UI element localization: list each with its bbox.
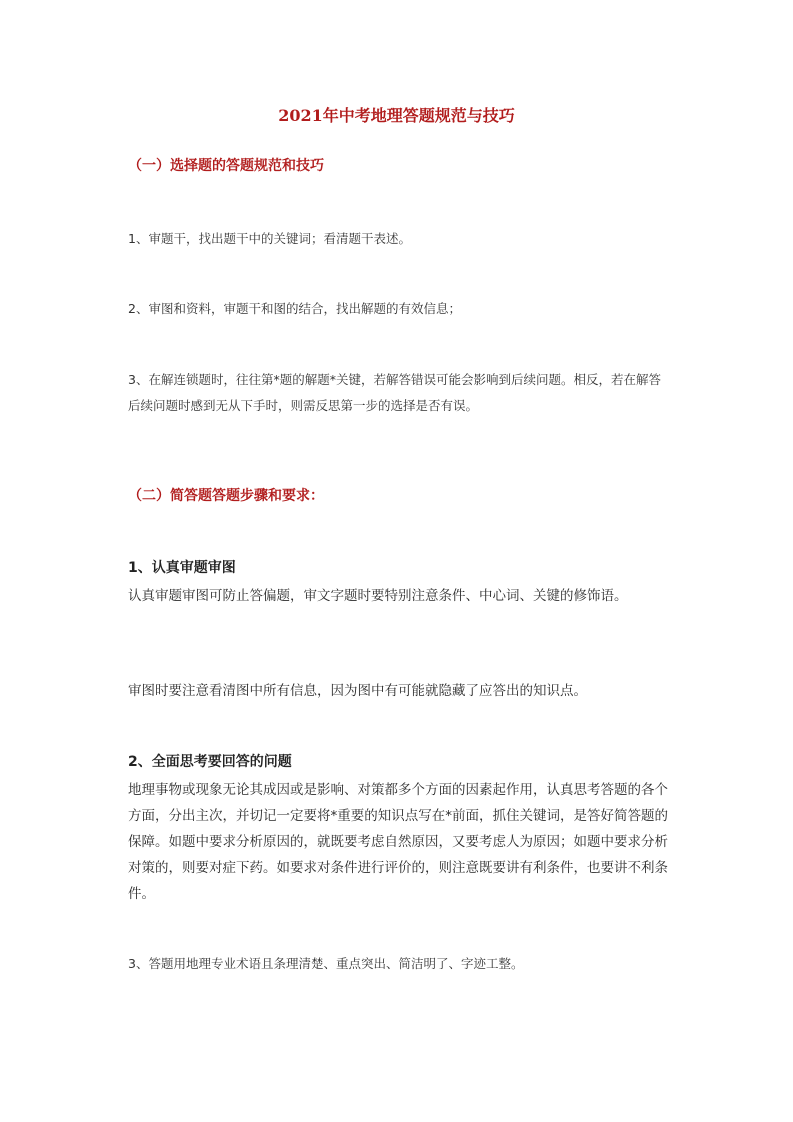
section-heading-choice-questions: （一）选择题的答题规范和技巧 (128, 158, 324, 174)
choice-tip-3: 3、在解连锁题时，往往第*题的解题*关键，若解答错误可能会影响到后续问题。相反，若在解答后续问题时感到无从下手时，则需反思第一步的选择是否有误。 (128, 372, 661, 413)
section-heading-short-answer: （二）简答题答题步骤和要求： (128, 488, 324, 504)
subheading-think-comprehensively: 2、全面思考要回答的问题 (128, 754, 292, 770)
choice-tip-1: 1、审题干，找出题干中的关键词；看清题干表述。 (128, 231, 411, 246)
document-title: 2021年中考地理答题规范与技巧 (278, 106, 515, 125)
read-carefully-paragraph-2: 审图时要注意看清图中所有信息，因为图中有可能就隐藏了应答出的知识点。 (128, 683, 587, 699)
read-carefully-paragraph-1: 认真审题审图可防止答偏题，审文字题时要特别注意条件、中心词、关键的修饰语。 (128, 588, 628, 604)
short-answer-tip-3: 3、答题用地理专业术语且条理清楚、重点突出、简洁明了、字迹工整。 (128, 956, 524, 971)
choice-tip-2: 2、审图和资料，审题干和图的结合，找出解题的有效信息； (128, 301, 461, 316)
think-comprehensively-paragraph: 地理事物或现象无论其成因或是影响、对策都多个方面的因素起作用，认真思考答题的各个方面，分出主次，并切记一定要将*重要的知识点写在*前面，抓住关键词，是答好简答题的保障。如题中要求分析原因的，就既要考虑自然原因，又要考虑人为原因；如题中要求分析对策的，则要对症下药。如要求对条件进行评价的，则注意既要讲有利条件，也要讲不利条件。 (128, 782, 668, 902)
subheading-read-carefully: 1、认真审题审图 (128, 560, 236, 576)
